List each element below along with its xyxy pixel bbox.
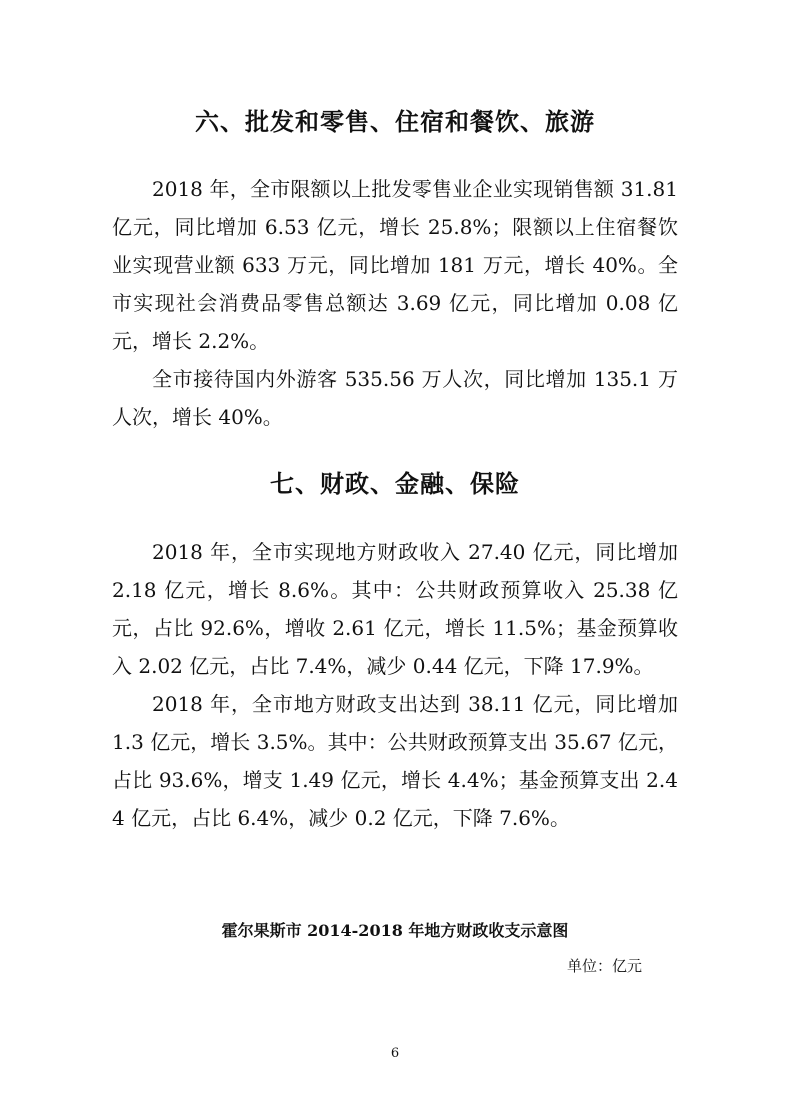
section-6-paragraph-tourism: 全市接待国内外游客 535.56 万人次，同比增加 135.1 万人次，增长 40%。 (112, 367, 678, 429)
section-6-heading: 六、批发和零售、住宿和餐饮、旅游 (195, 108, 595, 136)
page-number: 6 (390, 1046, 400, 1061)
section-6-paragraph-retail: 2018 年，全市限额以上批发零售业企业实现销售额 31.81 亿元，同比增加 6.53 亿元，增长 25.8%；限额以上住宿餐饮业实现营业额 633 万元，同比增加 181 万元，增长 40%。全市实现社会消费品零售总额达 3.69 亿元，同比增加 0.08 亿元，增长 2.2%。 (112, 177, 678, 353)
figure-unit-label: 单位：亿元 (566, 957, 642, 975)
section-7-heading: 七、财政、金融、保险 (270, 470, 520, 498)
section-7-paragraph-revenue: 2018 年，全市实现地方财政收入 27.40 亿元，同比增加 2.18 亿元，增长 8.6%。其中：公共财政预算收入 25.38 亿元，占比 92.6%，增收 2.61 亿元，增长 11.5%；基金预算收入 2.02 亿元，占比 7.4%，减少 0.44 亿元，下降 17.9%。 (112, 540, 678, 678)
figure-caption: 霍尔果斯市 2014-2018 年地方财政收支示意图 (221, 921, 569, 940)
section-7-paragraph-expenditure: 2018 年，全市地方财政支出达到 38.11 亿元，同比增加 1.3 亿元，增长 3.5%。其中：公共财政预算支出 35.67 亿元，占比 93.6%，增支 1.49 亿元，增长 4.4%；基金预算支出 2.44 亿元，占比 6.4%，减少 0.2 亿元，下降 7.6%。 (112, 692, 678, 830)
